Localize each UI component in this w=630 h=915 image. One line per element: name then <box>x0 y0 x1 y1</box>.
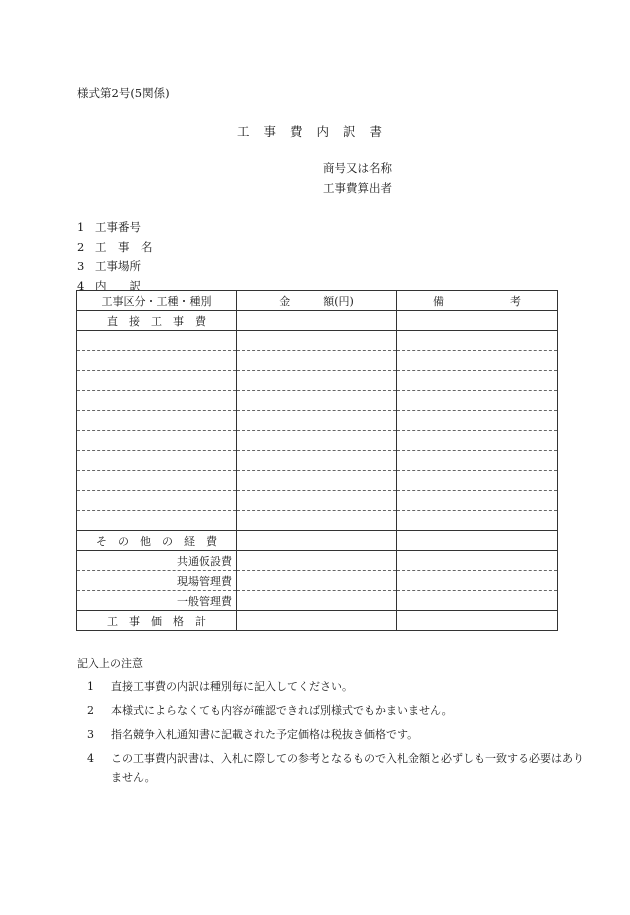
remarks-cell[interactable] <box>397 491 558 511</box>
remarks-cell[interactable] <box>397 371 558 391</box>
note-number: 2 <box>87 704 94 717</box>
item-construction-location <box>77 257 153 277</box>
direct-cost-row <box>77 311 558 331</box>
amount-cell[interactable] <box>237 331 397 351</box>
breakdown-table <box>76 290 558 631</box>
note-item <box>77 749 591 787</box>
general-admin-row <box>77 591 558 611</box>
note-text: 指名競争入札通知書に記載された予定価格は税抜き価格です。 <box>111 728 419 741</box>
header-category: 工事区分・工種・種別 <box>77 291 237 311</box>
amount-cell[interactable] <box>237 411 397 431</box>
remarks-cell[interactable] <box>397 611 558 631</box>
table-row <box>77 331 558 351</box>
table-row <box>77 431 558 451</box>
category-cell[interactable] <box>77 331 237 351</box>
amount-cell[interactable] <box>237 571 397 591</box>
company-name-label: 商号又は名称 <box>323 161 392 175</box>
item-number: 4 <box>77 278 85 293</box>
amount-cell[interactable] <box>237 451 397 471</box>
remarks-cell[interactable] <box>397 471 558 491</box>
amount-cell[interactable] <box>237 531 397 551</box>
category-cell[interactable] <box>77 471 237 491</box>
note-item <box>77 677 591 696</box>
total-row <box>77 611 558 631</box>
remarks-cell[interactable] <box>397 591 558 611</box>
amount-cell[interactable] <box>237 351 397 371</box>
common-temporary-row <box>77 551 558 571</box>
remarks-cell[interactable] <box>397 311 558 331</box>
amount-cell[interactable] <box>237 371 397 391</box>
category-cell[interactable] <box>77 431 237 451</box>
item-label: 工事場所 <box>95 259 141 273</box>
other-expenses-row <box>77 531 558 551</box>
site-management-row <box>77 571 558 591</box>
amount-cell[interactable] <box>237 431 397 451</box>
category-cell[interactable] <box>77 391 237 411</box>
table-row <box>77 391 558 411</box>
amount-cell[interactable] <box>237 471 397 491</box>
estimator-label: 工事費算出者 <box>323 181 392 195</box>
amount-cell[interactable] <box>237 391 397 411</box>
total-label: 工 事 価 格 計 <box>77 611 237 631</box>
remarks-cell[interactable] <box>397 411 558 431</box>
remarks-cell[interactable] <box>397 331 558 351</box>
category-cell[interactable] <box>77 351 237 371</box>
direct-cost-label: 直 接 工 事 費 <box>77 311 237 331</box>
note-number: 1 <box>87 680 94 693</box>
remarks-cell[interactable] <box>397 571 558 591</box>
category-cell[interactable] <box>77 371 237 391</box>
remarks-cell[interactable] <box>397 451 558 471</box>
notes-title: 記入上の注意 <box>77 657 143 670</box>
site-management-label: 現場管理費 <box>77 571 237 591</box>
note-item <box>77 701 591 720</box>
amount-cell[interactable] <box>237 311 397 331</box>
remarks-cell[interactable] <box>397 531 558 551</box>
note-item <box>77 725 591 744</box>
other-expenses-label: そ の 他 の 経 費 <box>77 531 237 551</box>
item-number: 2 <box>77 239 85 254</box>
amount-cell[interactable] <box>237 611 397 631</box>
remarks-cell[interactable] <box>397 431 558 451</box>
notes-section <box>77 655 591 792</box>
category-cell[interactable] <box>77 491 237 511</box>
amount-cell[interactable] <box>237 551 397 571</box>
common-temporary-label: 共通仮設費 <box>77 551 237 571</box>
amount-cell[interactable] <box>237 591 397 611</box>
remarks-cell[interactable] <box>397 511 558 531</box>
note-number: 4 <box>87 752 94 765</box>
amount-cell[interactable] <box>237 511 397 531</box>
item-label: 工 事 名 <box>95 239 153 254</box>
item-number: 3 <box>77 259 85 273</box>
header-amount: 金 額(円) <box>237 291 397 311</box>
table-row <box>77 471 558 491</box>
note-text: この工事費内訳書は、入札に際しての参考となるもので入札金額と必ずしも一致する必要はありません。 <box>111 752 584 784</box>
remarks-cell[interactable] <box>397 551 558 571</box>
document-title: 工事費内訳書 <box>237 124 397 139</box>
table-row <box>77 511 558 531</box>
item-construction-number <box>77 218 153 238</box>
item-number: 1 <box>77 220 85 234</box>
category-cell[interactable] <box>77 411 237 431</box>
amount-cell[interactable] <box>237 491 397 511</box>
note-text: 本様式によらなくても内容が確認できれば別様式でもかまいません。 <box>111 704 453 717</box>
item-label: 工事番号 <box>95 220 141 234</box>
general-admin-label: 一般管理費 <box>77 591 237 611</box>
category-cell[interactable] <box>77 511 237 531</box>
item-list <box>77 218 153 296</box>
header-remarks: 備 考 <box>397 291 558 311</box>
table-row <box>77 411 558 431</box>
table-header-row <box>77 291 558 311</box>
item-label: 内 訳 <box>95 278 141 293</box>
table-row <box>77 371 558 391</box>
table-row <box>77 351 558 371</box>
form-number: 様式第2号(5関係) <box>77 86 170 100</box>
item-construction-name <box>77 238 153 258</box>
remarks-cell[interactable] <box>397 391 558 411</box>
category-cell[interactable] <box>77 451 237 471</box>
remarks-cell[interactable] <box>397 351 558 371</box>
note-number: 3 <box>87 728 94 741</box>
note-text: 直接工事費の内訳は種別毎に記入してください。 <box>111 680 353 693</box>
table-row <box>77 491 558 511</box>
table-row <box>77 451 558 471</box>
